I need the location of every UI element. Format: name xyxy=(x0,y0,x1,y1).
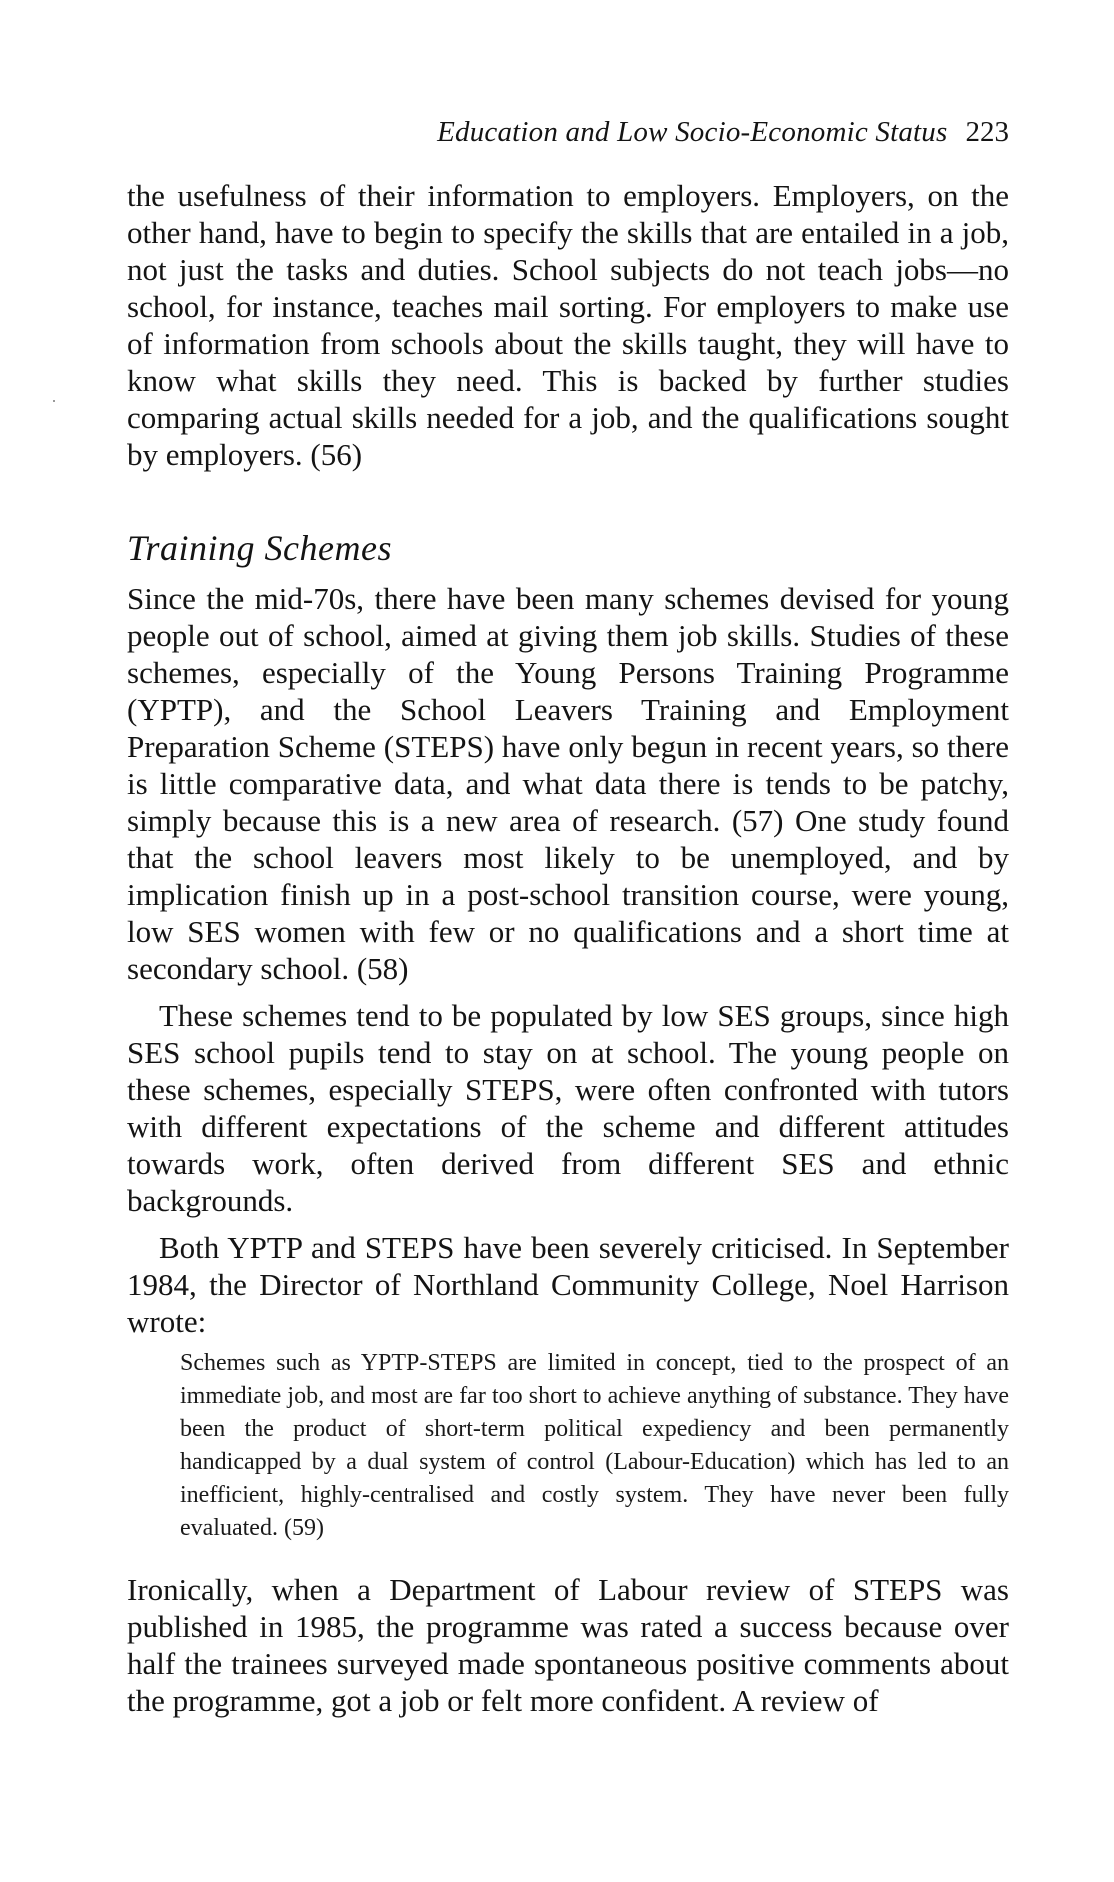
running-title: Education and Low Socio-Economic Status xyxy=(437,116,948,148)
paragraph-criticism: Both YPTP and STEPS have been severely criticised. In September 1984, the Director of Northland Community College, Noel Harrison wrote: xyxy=(127,1230,1009,1339)
margin-speck xyxy=(53,400,55,402)
paragraph-schemes-populated: These schemes tend to be populated by low SES groups, since high SES school pupils tend to stay on at school. The young people on these schemes, especially STEPS, were often confronted with tutors with different expectations of the scheme and different attitudes towards work, often derived from different SES and ethnic backgrounds. xyxy=(127,998,1009,1218)
running-header xyxy=(127,112,1009,152)
paragraph-continued: the usefulness of their information to employers. Employers, on the other hand, have to begin to specify the skills that are entailed in a job, not just the tasks and duties. School subjects do not teach jobs—no school, for instance, teaches mail sorting. For employers to make use of information from schools about the skills taught, they will have to know what skills they need. This is backed by further studies comparing actual skills needed for a job, and the qualifications sought by employers. (56) xyxy=(127,178,1009,472)
paragraph-training-schemes-intro: Since the mid-70s, there have been many schemes devised for young people out of school, aimed at giving them job skills. Studies of these schemes, especially of the Young Persons Training Programme (YPTP), and the School Leavers Training and Employment Preparation Scheme (STEPS) have only begun in recent years, so there is little comparative data, and what data there is tends to be patchy, simply because this is a new area of research. (57) One study found that the school leavers most likely to be unemployed, and by implication finish up in a post-school transition course, were young, low SES women with few or no qualifications and a short time at secondary school. (58) xyxy=(127,581,1009,986)
page-number: 223 xyxy=(965,116,1009,148)
paragraph-review: Ironically, when a Department of Labour review of STEPS was published in 1985, the programme was rated a success because over half the trainees surveyed made spontaneous positive comments about the programme, got a job or felt more confident. A review of xyxy=(127,1572,1009,1718)
block-quote: Schemes such as YPTP-STEPS are limited in concept, tied to the prospect of an immediate job, and most are far too short to achieve anything of substance. They have been the product of short-term political expediency and been permanently handicapped by a dual system of control (Labour-Education) which has led to an inefficient, highly-centralised and costly system. They have never been fully evaluated. (59) xyxy=(180,1350,1009,1541)
section-heading: Training Schemes xyxy=(127,528,392,568)
